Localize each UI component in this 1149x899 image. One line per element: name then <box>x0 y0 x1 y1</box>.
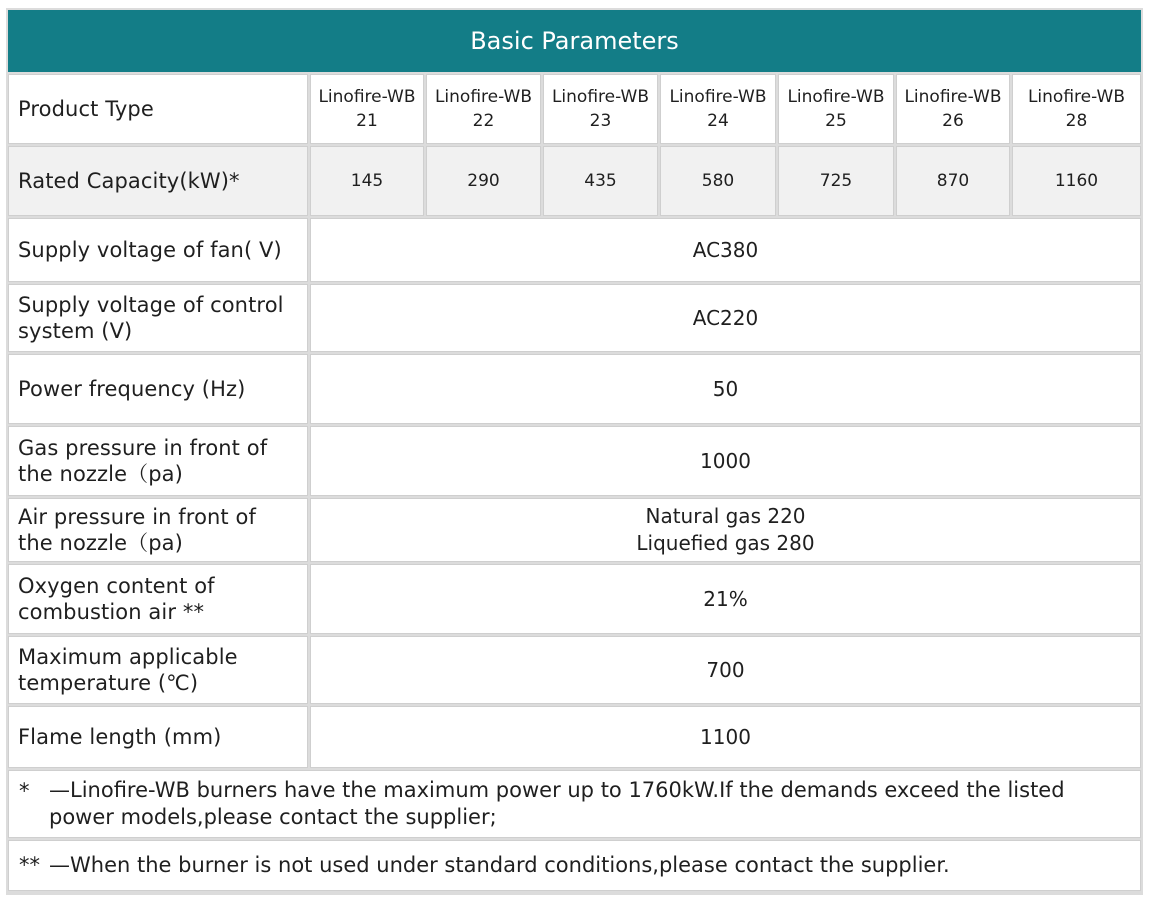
capacity-cell: 290 <box>426 146 541 216</box>
parameter-row <box>8 284 1141 352</box>
parameter-label: Gas pressure in front of the nozzle（pa) <box>8 426 308 496</box>
parameter-value: 1100 <box>310 706 1141 768</box>
parameter-label: Flame length (mm) <box>8 706 308 768</box>
footnote-1 <box>8 770 1141 838</box>
model-cell: Linofire-WB 22 <box>426 74 541 144</box>
parameter-value: 700 <box>310 636 1141 704</box>
table-title-text: Basic Parameters <box>470 27 679 55</box>
model-cell: Linofire-WB 23 <box>543 74 658 144</box>
rated-capacity-label: Rated Capacity(kW)* <box>8 146 308 216</box>
footnote-2 <box>8 840 1141 891</box>
parameter-row <box>8 218 1141 282</box>
table-title <box>8 10 1141 72</box>
model-cell: Linofire-WB 24 <box>660 74 776 144</box>
rated-capacity-row <box>8 146 1141 216</box>
parameter-value: 50 <box>310 354 1141 424</box>
parameter-row <box>8 498 1141 562</box>
capacity-cell: 1160 <box>1012 146 1141 216</box>
parameter-value: 21% <box>310 564 1141 634</box>
parameter-row <box>8 426 1141 496</box>
model-cell: Linofire-WB 25 <box>778 74 894 144</box>
footnote-text: —Linofire-WB burners have the maximum power up to 1760kW.If the demands exceed the listed power models,please contact the supplier; <box>49 778 1065 829</box>
parameter-value: Natural gas 220 Liquefied gas 280 <box>310 498 1141 562</box>
parameter-label: Air pressure in front of the nozzle（pa) <box>8 498 308 562</box>
parameter-label: Supply voltage of fan( V) <box>8 218 308 282</box>
parameter-value: AC220 <box>310 284 1141 352</box>
parameter-row <box>8 564 1141 634</box>
capacity-cell: 145 <box>310 146 424 216</box>
product-type-row <box>8 74 1141 144</box>
parameter-label: Power frequency (Hz) <box>8 354 308 424</box>
parameter-label: Supply voltage of control system (V) <box>8 284 308 352</box>
parameter-row <box>8 706 1141 768</box>
model-cell: Linofire-WB 21 <box>310 74 424 144</box>
capacity-cell: 435 <box>543 146 658 216</box>
footnote-mark: * <box>19 779 30 803</box>
parameter-label: Maximum applicable temperature (℃) <box>8 636 308 704</box>
parameter-value: AC380 <box>310 218 1141 282</box>
parameter-value: 1000 <box>310 426 1141 496</box>
product-type-label: Product Type <box>8 74 308 144</box>
parameter-label: Oxygen content of combustion air ** <box>8 564 308 634</box>
parameter-row <box>8 636 1141 704</box>
capacity-cell: 580 <box>660 146 776 216</box>
footnote-text: —When the burner is not used under standard conditions,please contact the supplier. <box>49 853 950 877</box>
model-cell: Linofire-WB 26 <box>896 74 1010 144</box>
capacity-cell: 870 <box>896 146 1010 216</box>
footnote-mark: ** <box>19 853 40 877</box>
capacity-cell: 725 <box>778 146 894 216</box>
parameters-table <box>6 8 1143 895</box>
model-cell: Linofire-WB 28 <box>1012 74 1141 144</box>
parameter-row <box>8 354 1141 424</box>
